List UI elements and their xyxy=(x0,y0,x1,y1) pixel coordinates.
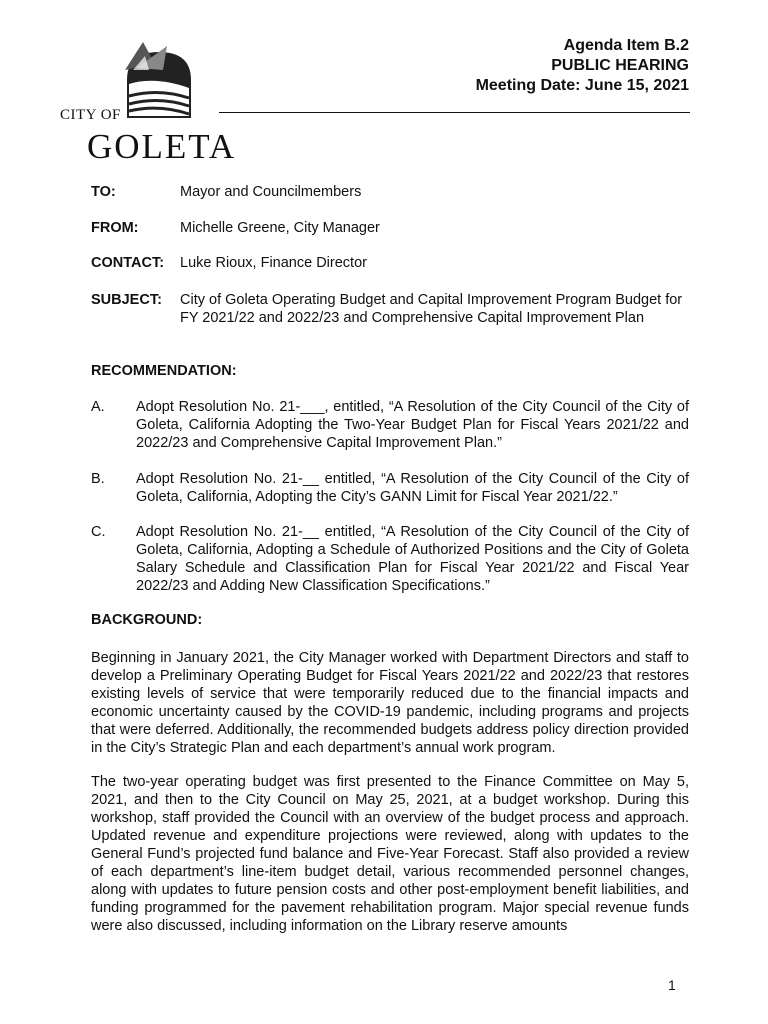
subject-label: SUBJECT: xyxy=(91,292,162,308)
page-number: 1 xyxy=(668,977,676,993)
header-rule xyxy=(219,112,690,113)
hearing-type: PUBLIC HEARING xyxy=(551,57,689,74)
background-paragraph: The two-year operating budget was first presented to the Finance Committee on May 5, 2021, and then to the City Council on May 25, 2021, at a budget workshop. During this workshop, staff provided the Council with an overview of the budget process and approach. Updated revenue and expenditure projections were reviewed, along with updates to the General Fund’s projected fund balance and Five-Year Forecast. Staff also provided a review of each department’s line-item budget detail, various recommended personnel changes, along with updates to future pension costs and other post-employment benefit liabilities, and funding programmed for the pavement rehabilitation program. Major special revenue funds were also discussed, including information on the Library reserve amounts xyxy=(91,774,689,934)
item-letter: A. xyxy=(91,399,105,415)
item-text: Adopt Resolution No. 21-__ entitled, “A Resolution of the City Council of the City of Goleta, California, Adopting the City’s GANN Limit for Fiscal Year 2021/22.” xyxy=(136,471,689,505)
logo-city-name: GOLETA xyxy=(87,127,237,166)
meeting-date: Meeting Date: June 15, 2021 xyxy=(475,77,689,94)
agenda-item-number: Agenda Item B.2 xyxy=(563,37,689,54)
item-letter: B. xyxy=(91,471,105,487)
item-letter: C. xyxy=(91,524,106,540)
to-value: Mayor and Councilmembers xyxy=(180,184,362,200)
agenda-header xyxy=(476,36,689,96)
logo-city-of: CITY OF xyxy=(60,107,121,123)
item-text: Adopt Resolution No. 21-__ entitled, “A Resolution of the City Council of the City of Goleta, California, Adopting a Schedule of Authorized Positions and the City of Goleta Salary Schedule and Classification Plan for Fiscal Year 2021/22 and Fiscal Year 2022/23 and Adding New Classification Specifications.” xyxy=(136,524,689,594)
background-paragraph: Beginning in January 2021, the City Manager worked with Department Directors and staff to develop a Preliminary Operating Budget for Fiscal Years 2021/22 and 2022/23 that restores existing levels of service that were temporarily reduced due to the financial impacts and economic uncertainty caused by the COVID-19 pandemic, including programs and projects that were deferred. Additionally, the recommended budgets address policy direction provided in the City’s Strategic Plan and each department’s annual work program. xyxy=(91,650,689,756)
contact-value: Luke Rioux, Finance Director xyxy=(180,255,367,271)
subject-value: City of Goleta Operating Budget and Capital Improvement Program Budget for FY 2021/22 and 2022/23 and Comprehensive Capital Improvement Plan xyxy=(180,292,683,326)
to-label: TO: xyxy=(91,184,116,200)
recommendation-heading: RECOMMENDATION: xyxy=(91,363,237,379)
contact-label: CONTACT: xyxy=(91,255,165,271)
from-value: Michelle Greene, City Manager xyxy=(180,220,380,236)
background-heading: BACKGROUND: xyxy=(91,612,203,628)
from-label: FROM: xyxy=(91,220,139,236)
item-text: Adopt Resolution No. 21-___, entitled, “A Resolution of the City Council of the City of Goleta, California Adopting the Two-Year Budget Plan for Fiscal Years 2021/22 and 2022/23 and Comprehensive Capital Improvement Plan.” xyxy=(136,399,689,451)
butterfly-landscape-icon xyxy=(115,40,205,120)
city-logo xyxy=(60,40,237,170)
